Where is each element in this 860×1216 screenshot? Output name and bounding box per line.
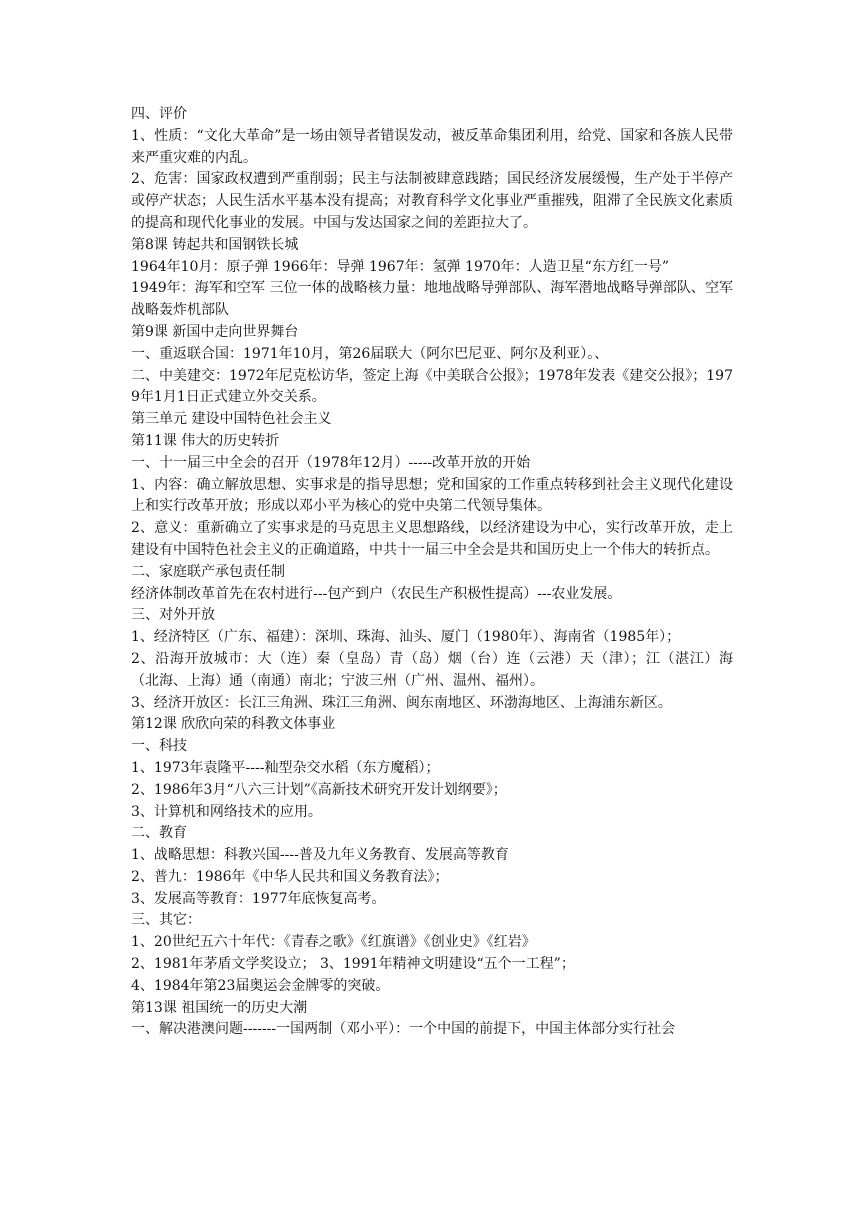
paragraph: 3、发展高等教育：1977年底恢复高考。 [131,890,386,907]
lesson-heading: 第8课 铸起共和国钢铁长城 [131,236,299,253]
section-heading: 三、其它： [131,912,201,929]
section-heading: 四、评价 [131,106,187,122]
paragraph: 2、危害：国家政权遭到严重削弱；民主与法制被肆意践踏；国民经济发展缓慢，生产处于半停产或停产状态；人民生活水平基本没有提高；对教育科学文化事业严重摧残，阻滞了全民族文化素质的提高和现代化事业的发展。中国与发达国家之间的差距拉大了。 [131,171,733,231]
paragraph: 2、1981年茅盾文学奖设立； 3、1991年精神文明建设“五个一工程”； [131,956,575,973]
lesson-heading: 第13课 祖国统一的历史大潮 [131,999,308,1016]
document-page [131,104,733,1041]
section-heading: 二、家庭联产承包责任制 [131,563,285,580]
paragraph: 经济体制改革首先在农村进行---包产到户（农民生产积极性提高）---农业发展。 [131,585,622,602]
paragraph: 3、经济开放区：长江三角洲、珠江三角洲、闽东南地区、环渤海地区、上海浦东新区。 [131,694,672,711]
section-heading: 三、对外开放 [131,607,215,624]
paragraph: 3、计算机和网络技术的应用。 [131,803,322,820]
lesson-heading: 第9课 新国中走向世界舞台 [131,323,299,340]
paragraph: 1、性质：“文化大革命”是一场由领导者错误发动，被反革命集团利用，给党、国家和各族人民带来严重灾难的内乱。 [131,127,733,166]
paragraph: 1964年10月：原子弹 1966年：导弹 1967年：氢弹 1970年：人造卫星“东方红一号” [131,258,669,275]
section-heading: 二、教育 [131,825,187,842]
paragraph: 二、中美建交：1972年尼克松访华，签定上海《中美联合公报》；1978年发表《建交公报》；1979年1月1日正式建立外交关系。 [131,367,733,406]
paragraph: 2、沿海开放城市：大（连）秦（皇岛）青（岛）烟（台）连（云港）天（津）；江（湛江）海（北海、上海）通（南通）南北；宁波三州（广州、温州、福州）。 [131,650,733,689]
paragraph: 1、内容：确立解放思想、实事求是的指导思想；党和国家的工作重点转移到社会主义现代化建设上和实行改革开放；形成以邓小平为核心的党中央第二代领导集体。 [131,476,733,515]
section-heading: 一、科技 [131,738,187,755]
paragraph: 2、普九：1986年《中华人民共和国义务教育法》； [131,868,449,885]
paragraph: 2、1986年3月“八六三计划”《高新技术研究开发计划纲要》； [131,781,507,798]
paragraph: 1、战略思想：科教兴国----普及九年义务教育、发展高等教育 [131,847,509,864]
paragraph: 1、20世纪五六十年代：《青春之歌》《红旗谱》《创业史》《红岩》 [131,934,536,951]
lesson-heading: 第11课 伟大的历史转折 [131,432,280,449]
unit-heading: 第三单元 建设中国特色社会主义 [131,411,332,428]
paragraph: 1、1973年袁隆平----籼型杂交水稻（东方魔稻）； [131,759,440,776]
paragraph: 2、意义：重新确立了实事求是的马克思主义思想路线，以经济建设为中心，实行改革开放，走上建设有中国特色社会主义的正确道路，中共十一届三中全会是共和国历史上一个伟大的转折点。 [131,520,733,558]
paragraph: 一、重返联合国：1971年10月，第26届联大（阿尔巴尼亚、阿尔及利亚）。、 [131,345,609,362]
paragraph: 1、经济特区（广东、福建）：深圳、珠海、汕头、厦门（1980年）、海南省（1985年）； [131,629,681,646]
paragraph: 4、1984年第23届奥运会金牌零的突破。 [131,977,390,994]
section-heading: 一、十一届三中全会的召开（1978年12月）-----改革开放的开始 [131,454,531,471]
paragraph: 一、解决港澳问题-------一国两制（邓小平）：一个中国的前提下，中国主体部分实行社会 [131,1021,676,1038]
paragraph: 1949年：海军和空军 三位一体的战略核力量：地地战略导弹部队、海军潜地战略导弹部队、空军战略轰炸机部队 [131,280,733,319]
lesson-heading: 第12课 欣欣向荣的科教文体事业 [131,716,336,733]
